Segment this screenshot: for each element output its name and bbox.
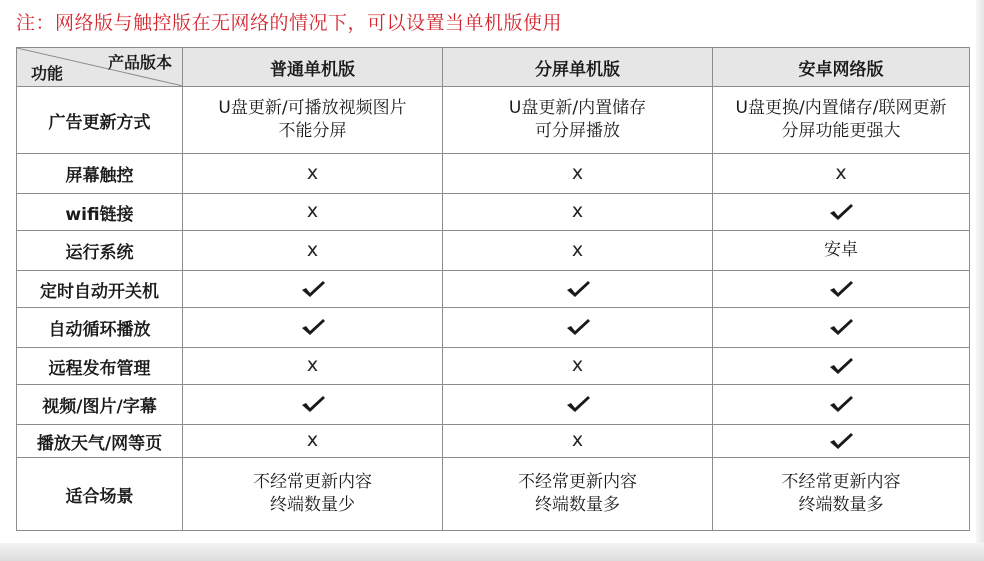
table-row xyxy=(17,458,970,531)
corner-cell xyxy=(17,48,183,87)
supported-cell xyxy=(183,385,443,425)
product-comparison-table xyxy=(16,47,970,531)
table-row xyxy=(17,194,970,231)
row-label: 远程发布管理 xyxy=(17,348,183,385)
x-mark: x xyxy=(571,429,584,451)
check-icon xyxy=(300,395,326,413)
supported-cell xyxy=(713,425,970,458)
check-icon xyxy=(565,280,591,298)
not-supported-cell xyxy=(443,154,713,194)
column-header: 安卓网络版 xyxy=(713,48,970,87)
x-mark: x xyxy=(571,354,584,376)
cell-line: 不经常更新内容 xyxy=(518,472,637,492)
table-row xyxy=(17,154,970,194)
column-header: 分屏单机版 xyxy=(443,48,713,87)
supported-cell xyxy=(443,308,713,348)
cell-line: U盘更换/内置储存/联网更新 xyxy=(735,98,947,118)
table-row xyxy=(17,231,970,271)
cell-line: 安卓 xyxy=(824,240,858,260)
row-label: 播放天气/网等页 xyxy=(17,425,183,458)
header-row xyxy=(17,48,970,87)
x-mark: x xyxy=(306,429,319,451)
check-icon xyxy=(565,395,591,413)
check-icon xyxy=(828,318,854,336)
text-cell xyxy=(713,458,970,531)
row-label: 定时自动开关机 xyxy=(17,271,183,308)
check-icon xyxy=(828,203,854,221)
table-row xyxy=(17,308,970,348)
not-supported-cell xyxy=(443,425,713,458)
cell-line: 可分屏播放 xyxy=(535,121,620,141)
text-cell xyxy=(443,458,713,531)
supported-cell xyxy=(183,308,443,348)
text-cell xyxy=(183,458,443,531)
cell-line: U盘更新/可播放视频图片 xyxy=(218,98,407,118)
bottom-edge-shadow xyxy=(0,543,984,561)
x-mark: x xyxy=(571,200,584,222)
x-mark: x xyxy=(571,161,584,184)
not-supported-cell xyxy=(183,348,443,385)
check-icon xyxy=(828,432,854,450)
table-body xyxy=(17,87,970,531)
table-row xyxy=(17,271,970,308)
cell-line: 不经常更新内容 xyxy=(781,472,901,492)
supported-cell xyxy=(443,271,713,308)
not-supported-cell xyxy=(713,154,970,194)
not-supported-cell xyxy=(183,425,443,458)
column-header: 普通单机版 xyxy=(183,48,443,87)
check-icon xyxy=(828,280,854,298)
x-mark: x xyxy=(306,238,319,261)
x-mark: x xyxy=(571,238,584,261)
row-label: 视频/图片/字幕 xyxy=(17,385,183,425)
x-mark: x xyxy=(306,161,319,184)
row-label: wifi链接 xyxy=(17,194,183,231)
cell-line: U盘更新/内置储存 xyxy=(508,98,647,118)
check-icon xyxy=(300,280,326,298)
supported-cell xyxy=(713,194,970,231)
note-text: 注：网络版与触控版在无网络的情况下，可以设置当单机版使用 xyxy=(16,12,563,34)
check-icon xyxy=(828,395,854,413)
cell-line: 不能分屏 xyxy=(278,121,347,141)
row-label: 运行系统 xyxy=(17,231,183,271)
check-icon xyxy=(300,318,326,336)
not-supported-cell xyxy=(183,194,443,231)
row-label: 适合场景 xyxy=(17,458,183,531)
supported-cell xyxy=(713,308,970,348)
not-supported-cell xyxy=(183,231,443,271)
check-icon xyxy=(565,318,591,336)
corner-label-version: 产品版本 xyxy=(107,53,172,72)
not-supported-cell xyxy=(443,194,713,231)
supported-cell xyxy=(443,385,713,425)
x-mark: x xyxy=(306,200,319,222)
supported-cell xyxy=(183,271,443,308)
row-label: 屏幕触控 xyxy=(17,154,183,194)
supported-cell xyxy=(713,271,970,308)
row-label: 自动循环播放 xyxy=(17,308,183,348)
table-row xyxy=(17,87,970,154)
text-cell xyxy=(713,87,970,154)
cell-line: 终端数量少 xyxy=(270,495,355,515)
supported-cell xyxy=(713,385,970,425)
not-supported-cell xyxy=(443,348,713,385)
corner-label-function: 功能 xyxy=(31,64,64,83)
cell-line: 终端数量多 xyxy=(798,495,884,515)
cell-line: 终端数量多 xyxy=(535,495,620,515)
not-supported-cell xyxy=(443,231,713,271)
table-row xyxy=(17,385,970,425)
not-supported-cell xyxy=(183,154,443,194)
table-row xyxy=(17,348,970,385)
x-mark: x xyxy=(835,161,847,184)
x-mark: x xyxy=(306,354,319,376)
cell-line: 不经常更新内容 xyxy=(253,472,372,492)
cell-line: 分屏功能更强大 xyxy=(781,121,901,141)
check-icon xyxy=(828,357,854,375)
table-row xyxy=(17,425,970,458)
text-cell xyxy=(713,231,970,271)
text-cell xyxy=(443,87,713,154)
supported-cell xyxy=(713,348,970,385)
right-edge-shadow xyxy=(976,0,984,561)
text-cell xyxy=(183,87,443,154)
row-label: 广告更新方式 xyxy=(17,87,183,154)
